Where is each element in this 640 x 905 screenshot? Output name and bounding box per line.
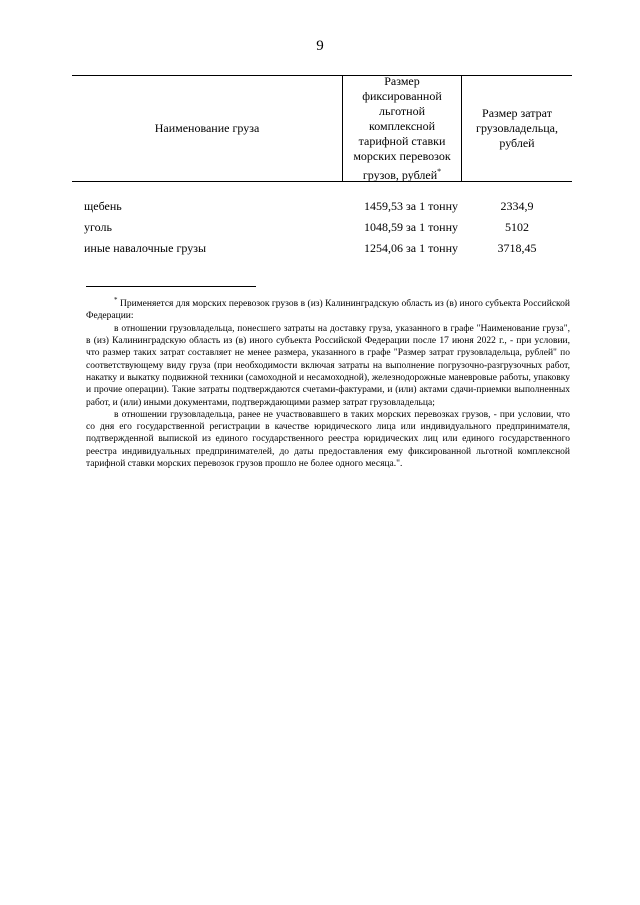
table-body [72,196,572,259]
table-row [72,217,572,238]
header-rate-footnote-mark: * [437,167,442,176]
footnote-mark: * [114,296,118,304]
page-number: 9 [316,38,324,54]
footnote-separator [86,286,256,287]
header-rate-text [347,74,457,183]
footnote-intro [86,294,570,323]
cell-rate: 1048,59 за 1 тонну [364,220,458,234]
cell-rate: 1254,06 за 1 тонну [364,241,458,255]
cell-rate: 1459,53 за 1 тонну [364,199,458,213]
header-cargo-name [72,76,342,181]
footnote-intro-text: Применяется для морских перевозок грузов в (из) Калининградскую область из (в) иного субъекта Российской Федерации: [86,299,571,322]
table-row [72,196,572,217]
header-cost-text: Размер затрат грузовладельца, рублей [476,106,558,150]
footnotes [86,294,570,470]
table-header [72,75,572,182]
tariff-table [72,75,572,259]
cell-cost: 2334,9 [500,199,534,213]
table-row [72,238,572,259]
header-rate [342,76,462,181]
cell-cargo-name: щебень [84,199,122,213]
cell-cargo-name: иные навалочные грузы [84,241,207,255]
cell-cost: 5102 [505,220,529,234]
cell-cost: 3718,45 [497,241,537,255]
header-cargo-name-text: Наименование груза [154,121,260,135]
footnote-paragraph-1: в отношении грузовладельца, понесшего затраты на доставку груза, указанного в графе "Наименование груза", в (из) Калининградскую область из (в) иного субъекта Российской Федерации после 17 июня 2022 г., - при условии, что размер таких затрат составляет не менее размера, указанного в графе "Размер затрат грузовладельца, рублей" по соответствующему виду груза (при необходимости включая затраты на выполнение погрузочно-разгрузочных работ, накатку и выкатку подвижной техники (самоходной и несамоходной), железнодорожные маневровые работы, упаковку и прочие операции). Такие затраты подтверждаются счетами-фактурами, и (или) актами сдачи-приемки выполненных работ, и (или) иными документами, подтверждающими размер затрат грузовладельца; [86,323,570,408]
footnote-paragraph-2: в отношении грузовладельца, ранее не участвовавшего в таких морских перевозках грузов, - при условии, что со дня его государственной регистрации в качестве юридического лица или индивидуального предпринимателя, подтвержденной выпиской из единого государственного реестра юридических лиц или единого государственного реестра индивидуальных предпринимателей, до даты предоставления ему фиксированной льготной комплексной тарифной ставки морских перевозок грузов прошло не более одного месяца.". [86,409,570,470]
header-cost [462,76,572,181]
cell-cargo-name: уголь [84,220,112,234]
header-rate-label: Размер фиксированной льготной комплексной тарифной ставки морских перевозок грузов, рублей [353,74,451,182]
